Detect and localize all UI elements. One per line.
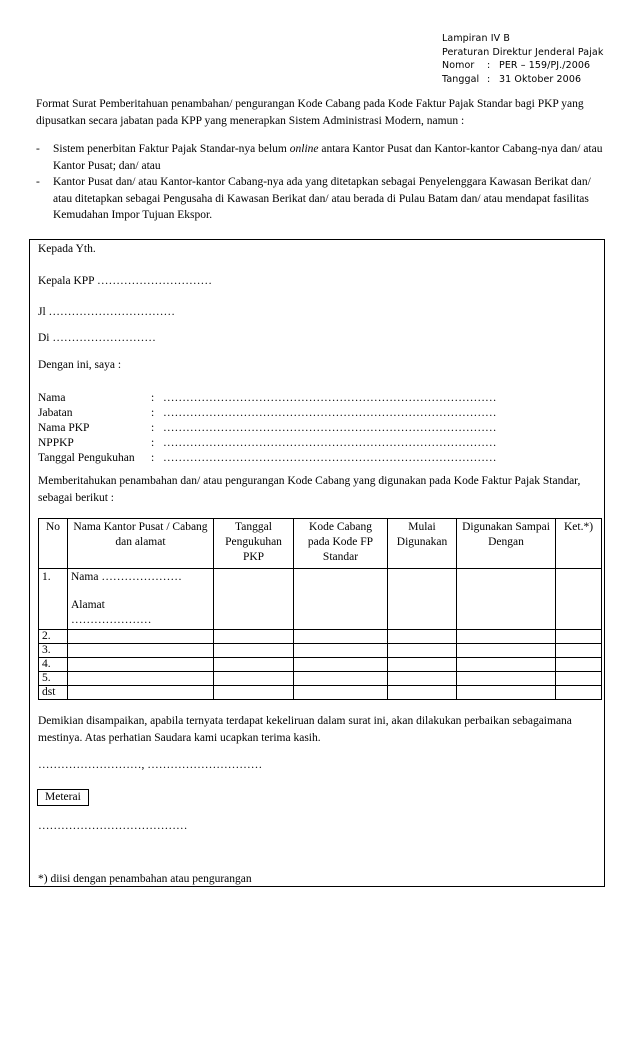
office-address-label: Alamat bbox=[71, 599, 105, 611]
intro-paragraph: Format Surat Pemberitahuan penambahan/ pengurangan Kode Cabang pada Kode Faktur Pajak Standar bagi PKP yang dipusatkan secara jabatan pada KPP yang menerapkan Sistem Administrasi Modern, namun : bbox=[36, 98, 584, 127]
bullet-dash: - bbox=[36, 143, 40, 155]
table-cell bbox=[214, 630, 294, 644]
identity-label: Tanggal Pengukuhan bbox=[38, 452, 135, 464]
table-row bbox=[39, 644, 602, 658]
table-cell bbox=[457, 569, 556, 630]
regulation-number bbox=[442, 59, 603, 73]
table-cell bbox=[457, 658, 556, 672]
identity-row-jabatan bbox=[38, 406, 497, 421]
row-number: 5. bbox=[39, 672, 68, 686]
table-header-row bbox=[39, 519, 602, 569]
identity-colon: : bbox=[151, 437, 155, 449]
office-address-dots: ………………… bbox=[71, 614, 152, 626]
row-number: 3. bbox=[39, 644, 68, 658]
table-cell bbox=[294, 672, 388, 686]
row-number: 1. bbox=[39, 569, 68, 630]
letter-form bbox=[29, 239, 605, 887]
bullet1-text-end: antara Kantor Pusat dan Kantor-kantor Cabang-nya dan/ atau Kantor Pusat; dan/ atau bbox=[53, 143, 603, 172]
identity-row-nama bbox=[38, 391, 497, 406]
attachment-reference bbox=[442, 32, 603, 86]
identity-colon: : bbox=[151, 452, 155, 464]
table-cell bbox=[556, 686, 602, 700]
table-cell bbox=[294, 630, 388, 644]
opening-statement: Dengan ini, saya : bbox=[38, 359, 122, 371]
table-cell bbox=[457, 686, 556, 700]
bullet-item bbox=[36, 174, 606, 224]
identity-dots: …………………………………………………………………………… bbox=[163, 392, 497, 404]
tanggal-label: Tanggal bbox=[442, 73, 480, 85]
row-number: 4. bbox=[39, 658, 68, 672]
regulation-name: Peraturan Direktur Jenderal Pajak bbox=[442, 46, 604, 58]
place-date-line: ………………………, ………………………… bbox=[38, 759, 263, 771]
col-header-until: Digunakan Sampai Dengan bbox=[457, 519, 556, 569]
table-cell bbox=[556, 569, 602, 630]
lampiran-title: Lampiran IV B bbox=[442, 33, 510, 44]
col-header-date: Tanggal Pengukuhan PKP bbox=[214, 519, 294, 569]
table-cell bbox=[388, 686, 457, 700]
notification-paragraph: Memberitahukan penambahan dan/ atau pengurangan Kode Cabang yang digunakan pada Kode Faktur Pajak Standar, sebagai berikut : bbox=[38, 475, 581, 504]
table-cell bbox=[388, 658, 457, 672]
intro-bullets bbox=[36, 141, 606, 224]
table-cell bbox=[388, 630, 457, 644]
identity-colon: : bbox=[151, 422, 155, 434]
table-row bbox=[39, 672, 602, 686]
identity-row-nama-pkp bbox=[38, 421, 497, 436]
table-cell bbox=[457, 672, 556, 686]
col-header-start: Mulai Digunakan bbox=[388, 519, 457, 569]
identity-label: Jabatan bbox=[38, 407, 73, 419]
row-number: 2. bbox=[39, 630, 68, 644]
recipient-kpp: Kepala KPP ………………………… bbox=[38, 275, 212, 287]
identity-label: Nama bbox=[38, 392, 66, 404]
table-cell bbox=[388, 569, 457, 630]
row-number: dst bbox=[39, 686, 68, 700]
identity-dots: …………………………………………………………………………… bbox=[163, 437, 497, 449]
closing-paragraph: Demikian disampaikan, apabila ternyata terdapat kekeliruan dalam surat ini, akan dilakukan perbaikan sebagaimana mestinya. Atas perhatian Saudara kami ucapkan terima kasih. bbox=[38, 715, 572, 744]
office-cell bbox=[68, 569, 214, 630]
table-cell bbox=[388, 644, 457, 658]
table-cell bbox=[556, 644, 602, 658]
table-cell bbox=[556, 672, 602, 686]
table-cell bbox=[214, 644, 294, 658]
bullet1-online: online bbox=[289, 143, 319, 155]
nomor-colon: : bbox=[487, 60, 491, 71]
identity-dots: …………………………………………………………………………… bbox=[163, 422, 497, 434]
table-cell bbox=[556, 630, 602, 644]
identity-colon: : bbox=[151, 407, 155, 419]
table-cell bbox=[68, 686, 214, 700]
table-cell bbox=[68, 658, 214, 672]
tanggal-value: 31 Oktober 2006 bbox=[499, 73, 582, 85]
intro-section bbox=[36, 96, 606, 224]
table-row bbox=[39, 658, 602, 672]
table-cell bbox=[214, 658, 294, 672]
table-cell bbox=[556, 658, 602, 672]
identity-label: NPPKP bbox=[38, 437, 74, 449]
identity-row-nppkp bbox=[38, 436, 497, 451]
stamp-duty-box: Meterai bbox=[37, 789, 89, 806]
table-cell bbox=[294, 569, 388, 630]
recipient-street: Jl …………………………… bbox=[38, 306, 176, 318]
tanggal-colon: : bbox=[487, 73, 491, 85]
signature-line: ………………………………… bbox=[38, 820, 188, 832]
col-header-no: No bbox=[39, 519, 68, 569]
table-cell bbox=[457, 644, 556, 658]
regulation-date bbox=[442, 73, 603, 87]
table-row bbox=[39, 686, 602, 700]
table-cell bbox=[214, 686, 294, 700]
identity-label: Nama PKP bbox=[38, 422, 90, 434]
recipient-city: Di ……………………… bbox=[38, 332, 156, 344]
identity-colon: : bbox=[151, 392, 155, 404]
bullet1-text-start: Sistem penerbitan Faktur Pajak Standar-nya belum bbox=[53, 143, 290, 155]
bullet-dash: - bbox=[36, 176, 40, 188]
nomor-label: Nomor bbox=[442, 60, 475, 71]
table-cell bbox=[214, 672, 294, 686]
recipient-greeting: Kepada Yth. bbox=[38, 243, 96, 255]
table-row bbox=[39, 569, 602, 630]
bullet-item bbox=[36, 141, 606, 174]
table-cell bbox=[68, 672, 214, 686]
office-name: Nama ………………… bbox=[71, 571, 182, 583]
table-cell bbox=[457, 630, 556, 644]
table-cell bbox=[214, 569, 294, 630]
identity-dots: …………………………………………………………………………… bbox=[163, 407, 497, 419]
table-cell bbox=[294, 644, 388, 658]
identity-dots: …………………………………………………………………………… bbox=[163, 452, 497, 464]
col-header-branch-code: Kode Cabang pada Kode FP Standar bbox=[294, 519, 388, 569]
branch-code-table bbox=[38, 518, 602, 700]
identity-row-tanggal bbox=[38, 451, 497, 466]
col-header-ket: Ket.*) bbox=[556, 519, 602, 569]
footnote: *) diisi dengan penambahan atau pengurangan bbox=[38, 873, 252, 885]
table-cell bbox=[68, 630, 214, 644]
bullet2-text: Kantor Pusat dan/ atau Kantor-kantor Cabang-nya ada yang ditetapkan sebagai Penyelenggara Kawasan Berikat dan/ atau ditetapkan sebagai Pengusaha di Kawasan Berikat dan/ atau berada di Pulau Batam dan/ atau mendapat fasilitas Kemudahan Impor Tujuan Ekspor. bbox=[53, 176, 591, 221]
table-cell bbox=[294, 686, 388, 700]
table-row bbox=[39, 630, 602, 644]
nomor-value: PER – 159/PJ./2006 bbox=[499, 60, 591, 71]
table-cell bbox=[388, 672, 457, 686]
table-cell bbox=[68, 644, 214, 658]
col-header-office: Nama Kantor Pusat / Cabang dan alamat bbox=[68, 519, 214, 569]
table-cell bbox=[294, 658, 388, 672]
identity-block bbox=[38, 391, 497, 466]
